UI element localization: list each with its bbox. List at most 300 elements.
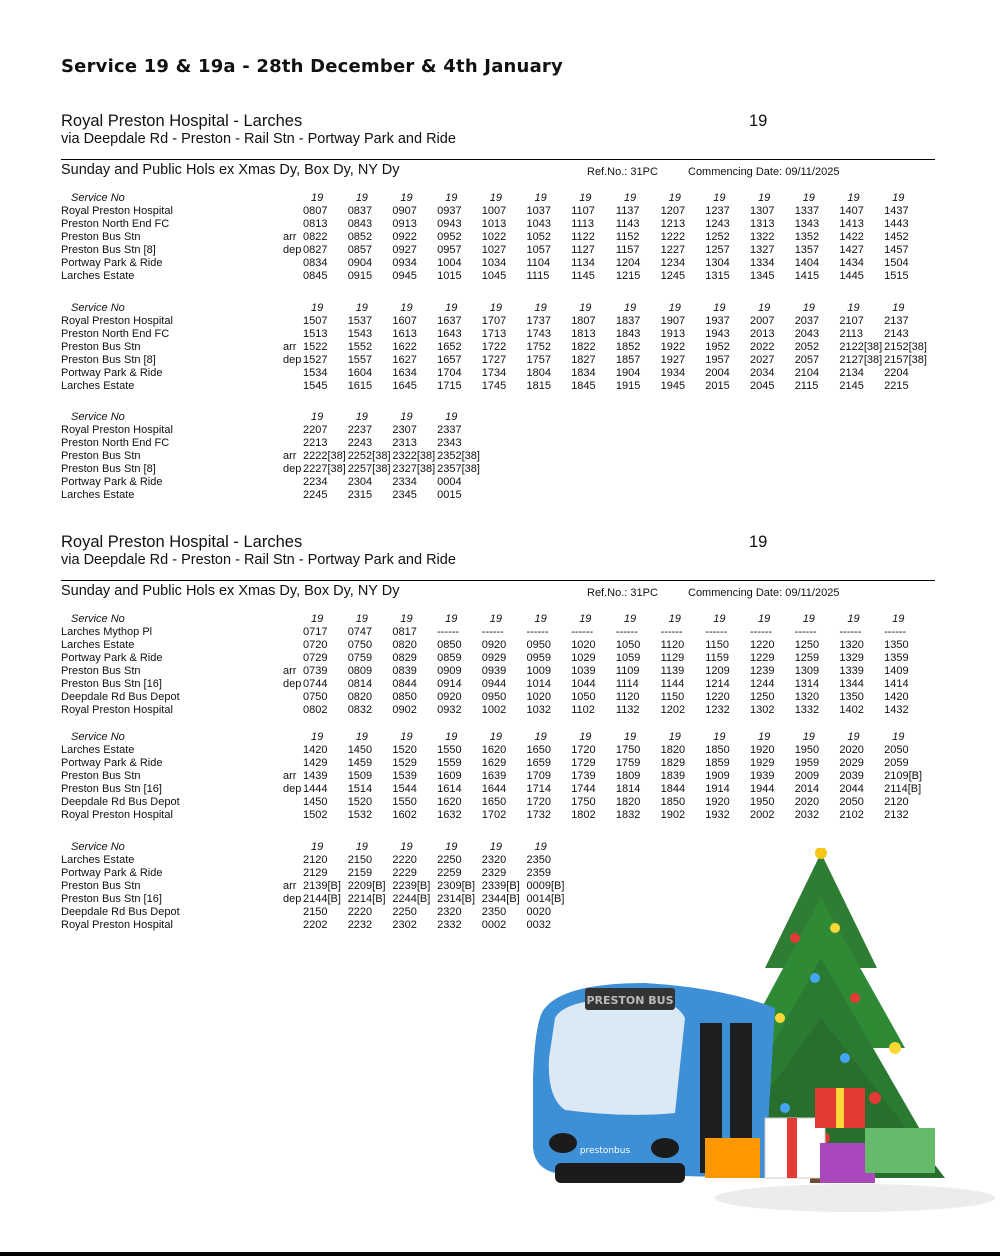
service-number-cell: 19 — [892, 731, 905, 743]
service-number-cell: 19 — [623, 731, 637, 743]
route-service-number: 19 — [749, 112, 768, 130]
time-cell: 1144 — [660, 678, 685, 690]
time-cell: 2320 — [437, 906, 462, 918]
service-number-cell: 19 — [758, 731, 771, 743]
service-number-cell: 19 — [489, 302, 503, 314]
time-cell: 1922 — [660, 341, 686, 353]
time-cell: 2137 — [884, 315, 909, 327]
arr-dep-label: arr — [283, 880, 297, 892]
time-cell: 1939 — [750, 770, 775, 782]
time-cell: 1750 — [571, 796, 596, 808]
time-cell: 1544 — [392, 783, 417, 795]
time-cell: 1429 — [303, 757, 328, 769]
reference-number: Ref.No.: 31PC — [587, 587, 658, 599]
stop-name: Deepdale Rd Bus Depot — [61, 906, 180, 918]
time-cell: 1157 — [615, 244, 640, 256]
time-cell: 1352 — [794, 231, 820, 243]
timetable-row — [61, 665, 935, 678]
service-number-cell: 19 — [892, 192, 905, 204]
service-number-cell: 19 — [534, 841, 547, 853]
service-number-cell: 19 — [355, 841, 368, 853]
time-cell: 1752 — [526, 341, 551, 353]
time-cell: 0829 — [392, 652, 417, 664]
time-cell: 1859 — [705, 757, 730, 769]
route-name: Royal Preston Hospital - Larches — [61, 533, 303, 551]
service-number-cell: 19 — [668, 302, 681, 314]
time-cell: 1709 — [526, 770, 551, 782]
service-number-cell: 19 — [758, 613, 771, 625]
stop-name: Preston Bus Stn [8] — [61, 244, 156, 256]
time-cell: 0952 — [437, 231, 462, 243]
time-cell: 1415 — [794, 270, 820, 282]
time-cell: 0843 — [347, 218, 373, 230]
time-cell: 1857 — [615, 354, 641, 366]
time-cell: 1452 — [884, 231, 909, 243]
timetable-row — [61, 424, 935, 437]
time-cell: 1532 — [347, 809, 373, 821]
arr-dep-label: arr — [283, 231, 297, 243]
time-cell: 0750 — [303, 691, 328, 703]
bus-logo: prestonbus — [579, 1146, 631, 1156]
time-cell: 1207 — [660, 205, 686, 217]
time-cell: 0750 — [347, 639, 373, 651]
time-cell: 1504 — [884, 257, 909, 269]
time-cell: 1522 — [303, 341, 328, 353]
time-cell: 0950 — [526, 639, 551, 651]
time-cell: 1620 — [481, 744, 507, 756]
time-cell: 0802 — [303, 704, 328, 716]
time-cell: 0820 — [347, 691, 373, 703]
day-type: Sunday and Public Hols ex Xmas Dy, Box Dy, NY Dy — [61, 583, 400, 599]
stop-name: Preston Bus Stn — [61, 665, 141, 677]
time-cell: 1839 — [660, 770, 686, 782]
timetable-row — [61, 809, 935, 822]
stop-name: Preston Bus Stn [8] — [61, 463, 156, 475]
time-cell: 2329 — [481, 867, 507, 879]
time-cell: 0817 — [392, 626, 417, 638]
time-cell: 0943 — [437, 218, 462, 230]
time-cell: 0002 — [481, 919, 507, 931]
time-cell: 0850 — [392, 691, 417, 703]
arr-dep-label: arr — [283, 665, 297, 677]
service-number-cell: 19 — [713, 613, 726, 625]
time-cell: 2204 — [884, 367, 909, 379]
time-cell: 1004 — [437, 257, 462, 269]
service-number-cell: 19 — [802, 731, 815, 743]
service-number-cell: 19 — [758, 302, 771, 314]
service-number-cell: 19 — [802, 302, 815, 314]
service-number-cell: 19 — [400, 731, 413, 743]
service-number-cell: 19 — [579, 302, 592, 314]
time-cell: 0914 — [437, 678, 462, 690]
service-number-cell: 19 — [400, 192, 413, 204]
time-cell: 1743 — [526, 328, 551, 340]
time-cell: 1350 — [839, 691, 864, 703]
time-cell: 2037 — [794, 315, 820, 327]
time-cell: 1432 — [884, 704, 909, 716]
service-number-cell: 19 — [668, 731, 681, 743]
time-cell: 0852 — [347, 231, 373, 243]
time-cell: 2350 — [481, 906, 507, 918]
time-cell: 1134 — [571, 257, 595, 269]
time-cell: 2309[B] — [437, 880, 476, 892]
time-cell: 1534 — [303, 367, 328, 379]
time-cell: 0904 — [347, 257, 373, 269]
time-cell: 0807 — [303, 205, 328, 217]
service-number-cell: 19 — [892, 302, 905, 314]
time-cell: 2050 — [884, 744, 909, 756]
time-cell: 0832 — [347, 704, 373, 716]
time-cell: ------ — [481, 626, 504, 638]
time-cell: 1413 — [839, 218, 864, 230]
time-cell: 2057 — [794, 354, 820, 366]
service-number-cell: 19 — [579, 731, 592, 743]
service-number-cell: 19 — [400, 841, 413, 853]
time-cell: 0915 — [347, 270, 373, 282]
time-cell: 1304 — [705, 257, 730, 269]
time-cell: ------ — [705, 626, 728, 638]
stop-name: Portway Park & Ride — [61, 757, 163, 769]
time-cell: 2343 — [437, 437, 462, 449]
arr-dep-label: dep — [283, 244, 302, 256]
time-cell: 1950 — [794, 744, 820, 756]
time-cell: 1645 — [392, 380, 417, 392]
service-number-cell: 19 — [623, 613, 637, 625]
time-cell: 1659 — [526, 757, 551, 769]
time-cell: 1159 — [705, 652, 729, 664]
time-cell: 1315 — [705, 270, 730, 282]
time-cell: 0720 — [303, 639, 328, 651]
time-cell: 2107 — [839, 315, 864, 327]
time-cell: 1443 — [884, 218, 909, 230]
time-cell: 0845 — [303, 270, 328, 282]
time-cell: 2352[38] — [437, 450, 480, 462]
time-cell: 0922 — [392, 231, 417, 243]
time-cell: 2222[38] — [303, 450, 346, 462]
time-cell: 1729 — [571, 757, 596, 769]
time-cell: 1927 — [660, 354, 686, 366]
time-cell: 1913 — [660, 328, 686, 340]
time-cell: 0004 — [437, 476, 462, 488]
time-cell: 2337 — [437, 424, 462, 436]
service-no-label: Service No — [71, 192, 125, 204]
time-cell: 2120 — [303, 854, 328, 866]
stop-name: Larches Estate — [61, 380, 135, 392]
time-cell: 2250 — [392, 906, 417, 918]
time-cell: 1113 — [571, 218, 595, 230]
timetable-row — [61, 270, 935, 283]
time-cell: 2059 — [884, 757, 909, 769]
time-cell: 1044 — [571, 678, 596, 690]
service-number-cell: 19 — [311, 302, 324, 314]
time-cell: 0902 — [392, 704, 417, 716]
time-cell: ------ — [794, 626, 817, 638]
time-cell: 0937 — [437, 205, 462, 217]
time-cell: 1550 — [392, 796, 417, 808]
time-cell: 0839 — [392, 665, 417, 677]
time-cell: 1039 — [571, 665, 596, 677]
time-cell: 1402 — [839, 704, 864, 716]
service-no-label: Service No — [71, 841, 125, 853]
time-cell: 2029 — [839, 757, 864, 769]
time-cell: 1914 — [705, 783, 730, 795]
timetable-row — [61, 704, 935, 717]
time-cell: 1215 — [615, 270, 641, 282]
time-cell: 0020 — [526, 906, 551, 918]
time-cell: 2020 — [839, 744, 864, 756]
stop-name: Preston Bus Stn [8] — [61, 354, 156, 366]
stop-name: Preston Bus Stn — [61, 450, 141, 462]
time-cell: 0014[B] — [526, 893, 565, 905]
time-cell: 2104 — [794, 367, 820, 379]
service-number-cell: 19 — [445, 411, 458, 423]
service-number-cell: 19 — [534, 731, 547, 743]
arr-dep-label: arr — [283, 770, 297, 782]
time-cell: 1329 — [839, 652, 864, 664]
stop-name: Preston Bus Stn — [61, 880, 141, 892]
time-cell: 2114[B] — [884, 783, 922, 795]
service-number-cell: 19 — [579, 192, 592, 204]
time-cell: 1013 — [481, 218, 507, 230]
time-cell: 1744 — [571, 783, 596, 795]
time-cell: 0934 — [392, 257, 417, 269]
time-cell: 0939 — [481, 665, 507, 677]
time-cell: 0927 — [392, 244, 417, 256]
time-cell: 0032 — [526, 919, 551, 931]
time-cell: 0729 — [303, 652, 328, 664]
time-cell: 1420 — [884, 691, 909, 703]
time-cell: 2334 — [392, 476, 417, 488]
commencing-date: Commencing Date: 09/11/2025 — [688, 166, 840, 178]
time-cell: 2339[B] — [481, 880, 520, 892]
stop-name: Larches Mythop Pl — [61, 626, 153, 638]
time-cell: ------ — [660, 626, 683, 638]
service-number-cell: 19 — [489, 841, 503, 853]
time-cell: 1714 — [526, 783, 551, 795]
service-number-cell: 19 — [311, 731, 324, 743]
time-cell: 1602 — [392, 809, 417, 821]
time-cell: 1050 — [571, 691, 596, 703]
time-cell: 0759 — [347, 652, 373, 664]
time-cell: 1020 — [526, 691, 551, 703]
stop-name: Deepdale Rd Bus Depot — [61, 691, 180, 703]
timetable-row — [61, 489, 935, 502]
divider — [61, 580, 935, 581]
page-title: Service 19 & 19a - 28th December & 4th January — [61, 56, 563, 77]
time-cell: 1915 — [615, 380, 641, 392]
time-cell: 1732 — [526, 809, 551, 821]
time-cell: 2122[38] — [839, 341, 883, 353]
timetable-row — [61, 691, 935, 704]
timetable-row — [61, 796, 935, 809]
time-cell: 2143 — [884, 328, 909, 340]
time-cell: 1643 — [437, 328, 462, 340]
time-cell: 1850 — [705, 744, 730, 756]
time-cell: 1232 — [705, 704, 730, 716]
service-number-cell: 19 — [355, 192, 368, 204]
time-cell: 1322 — [750, 231, 775, 243]
time-cell: 1759 — [615, 757, 641, 769]
time-cell: 1244 — [750, 678, 775, 690]
time-cell: 1559 — [437, 757, 462, 769]
time-cell: 2215 — [884, 380, 909, 392]
time-cell: 1139 — [660, 665, 685, 677]
time-cell: 0809 — [347, 665, 373, 677]
time-cell: 1604 — [347, 367, 373, 379]
time-cell: 1029 — [571, 652, 596, 664]
time-cell: 2234 — [303, 476, 328, 488]
timetable-row — [61, 783, 935, 796]
time-cell: 1143 — [615, 218, 640, 230]
time-cell: 0820 — [392, 639, 417, 651]
time-cell: 1220 — [750, 639, 775, 651]
time-cell: 2327[38] — [392, 463, 436, 475]
time-cell: 1543 — [347, 328, 373, 340]
stop-name: Preston North End FC — [61, 218, 170, 230]
time-cell: 2129 — [303, 867, 328, 879]
time-cell: 0009[B] — [526, 880, 565, 892]
service-number-cell: 19 — [668, 192, 681, 204]
time-cell: 1802 — [571, 809, 596, 821]
time-cell: 2043 — [794, 328, 820, 340]
stop-name: Larches Estate — [61, 854, 135, 866]
time-cell: 1302 — [750, 704, 775, 716]
service-number-cell: 19 — [623, 192, 637, 204]
stop-name: Royal Preston Hospital — [61, 424, 173, 436]
time-cell: 2044 — [839, 783, 864, 795]
time-cell: 1250 — [750, 691, 775, 703]
time-cell: 2245 — [303, 489, 328, 501]
time-cell: 1337 — [794, 205, 820, 217]
service-number-row — [61, 613, 935, 626]
time-cell: 2009 — [794, 770, 820, 782]
time-cell: 1704 — [437, 367, 462, 379]
service-number-cell: 19 — [847, 192, 860, 204]
time-cell: 1457 — [884, 244, 909, 256]
time-cell: 1613 — [392, 328, 417, 340]
time-cell: 1639 — [481, 770, 507, 782]
stop-name: Royal Preston Hospital — [61, 205, 173, 217]
time-cell: 1104 — [526, 257, 551, 269]
timetable-row — [61, 257, 935, 270]
service-number-cell: 19 — [534, 613, 547, 625]
time-cell: 1150 — [660, 691, 685, 703]
time-cell: 1220 — [705, 691, 730, 703]
time-cell: 0957 — [437, 244, 462, 256]
time-cell: 1229 — [750, 652, 775, 664]
time-cell: 2239[B] — [392, 880, 431, 892]
reference-number: Ref.No.: 31PC — [587, 166, 658, 178]
time-cell: 2027 — [750, 354, 775, 366]
arr-dep-label: dep — [283, 354, 302, 366]
time-cell: 1902 — [660, 809, 686, 821]
time-cell: 1109 — [615, 665, 640, 677]
service-number-cell: 19 — [445, 731, 458, 743]
time-cell: 1245 — [660, 270, 686, 282]
time-cell: 1637 — [437, 315, 462, 327]
time-cell: 2032 — [794, 809, 820, 821]
time-cell: 2039 — [839, 770, 864, 782]
time-cell: 0945 — [392, 270, 417, 282]
stop-name: Preston Bus Stn — [61, 341, 141, 353]
stop-name: Royal Preston Hospital — [61, 809, 173, 821]
stop-name: Royal Preston Hospital — [61, 704, 173, 716]
time-cell: 2150 — [347, 854, 373, 866]
time-cell: ------ — [526, 626, 549, 638]
time-cell: 2250 — [437, 854, 462, 866]
time-cell: 1444 — [303, 783, 328, 795]
time-cell: 1837 — [615, 315, 641, 327]
stop-name: Preston Bus Stn [16] — [61, 893, 162, 905]
time-cell: 1737 — [526, 315, 551, 327]
time-cell: 0932 — [437, 704, 462, 716]
time-cell: 1002 — [481, 704, 507, 716]
service-number-cell: 19 — [489, 731, 503, 743]
time-cell: 2259 — [437, 867, 462, 879]
time-cell: 1937 — [705, 315, 730, 327]
time-cell: 2007 — [750, 315, 775, 327]
service-no-label: Service No — [71, 731, 125, 743]
service-number-cell: 19 — [445, 613, 458, 625]
time-cell: 1450 — [303, 796, 328, 808]
time-cell: 1844 — [660, 783, 686, 795]
time-cell: 1722 — [481, 341, 507, 353]
service-no-label: Service No — [71, 302, 125, 314]
service-number-cell: 19 — [355, 302, 368, 314]
time-cell: 1550 — [437, 744, 462, 756]
timetable-row — [61, 231, 935, 244]
time-cell: 1829 — [660, 757, 686, 769]
time-cell: 1845 — [571, 380, 596, 392]
time-cell: 2144[B] — [303, 893, 341, 905]
time-cell: 0015 — [437, 489, 462, 501]
time-cell: 1407 — [839, 205, 864, 217]
time-cell: 1022 — [481, 231, 507, 243]
time-cell: 2344[B] — [481, 893, 520, 905]
time-cell: 1627 — [392, 354, 417, 366]
time-cell: 1437 — [884, 205, 909, 217]
stop-name: Deepdale Rd Bus Depot — [61, 796, 180, 808]
time-cell: 2332 — [437, 919, 462, 931]
time-cell: 2152[38] — [884, 341, 927, 353]
time-cell: 1834 — [571, 367, 596, 379]
time-cell: 1313 — [750, 218, 775, 230]
time-cell: 1727 — [481, 354, 507, 366]
time-cell: 1120 — [660, 639, 685, 651]
stop-name: Preston Bus Stn — [61, 770, 141, 782]
stop-name: Portway Park & Ride — [61, 867, 163, 879]
time-cell: 1539 — [392, 770, 417, 782]
time-cell: 0920 — [481, 639, 507, 651]
time-cell: 2113 — [839, 328, 864, 340]
service-number-cell: 19 — [534, 302, 547, 314]
time-cell: 1234 — [660, 257, 686, 269]
time-cell: 1852 — [615, 341, 641, 353]
time-cell: 2034 — [750, 367, 775, 379]
time-cell: 2014 — [794, 783, 820, 795]
time-cell: 2127[38] — [839, 354, 883, 366]
time-cell: 1920 — [705, 796, 730, 808]
timetable-row — [61, 205, 935, 218]
time-cell: 2213 — [303, 437, 328, 449]
service-number-cell: 19 — [802, 613, 815, 625]
stop-name: Preston Bus Stn — [61, 231, 141, 243]
time-cell: 2139[B] — [303, 880, 341, 892]
time-cell: 2002 — [750, 809, 775, 821]
time-cell: 0944 — [481, 678, 507, 690]
service-number-cell: 19 — [713, 731, 726, 743]
time-cell: 1314 — [794, 678, 820, 690]
